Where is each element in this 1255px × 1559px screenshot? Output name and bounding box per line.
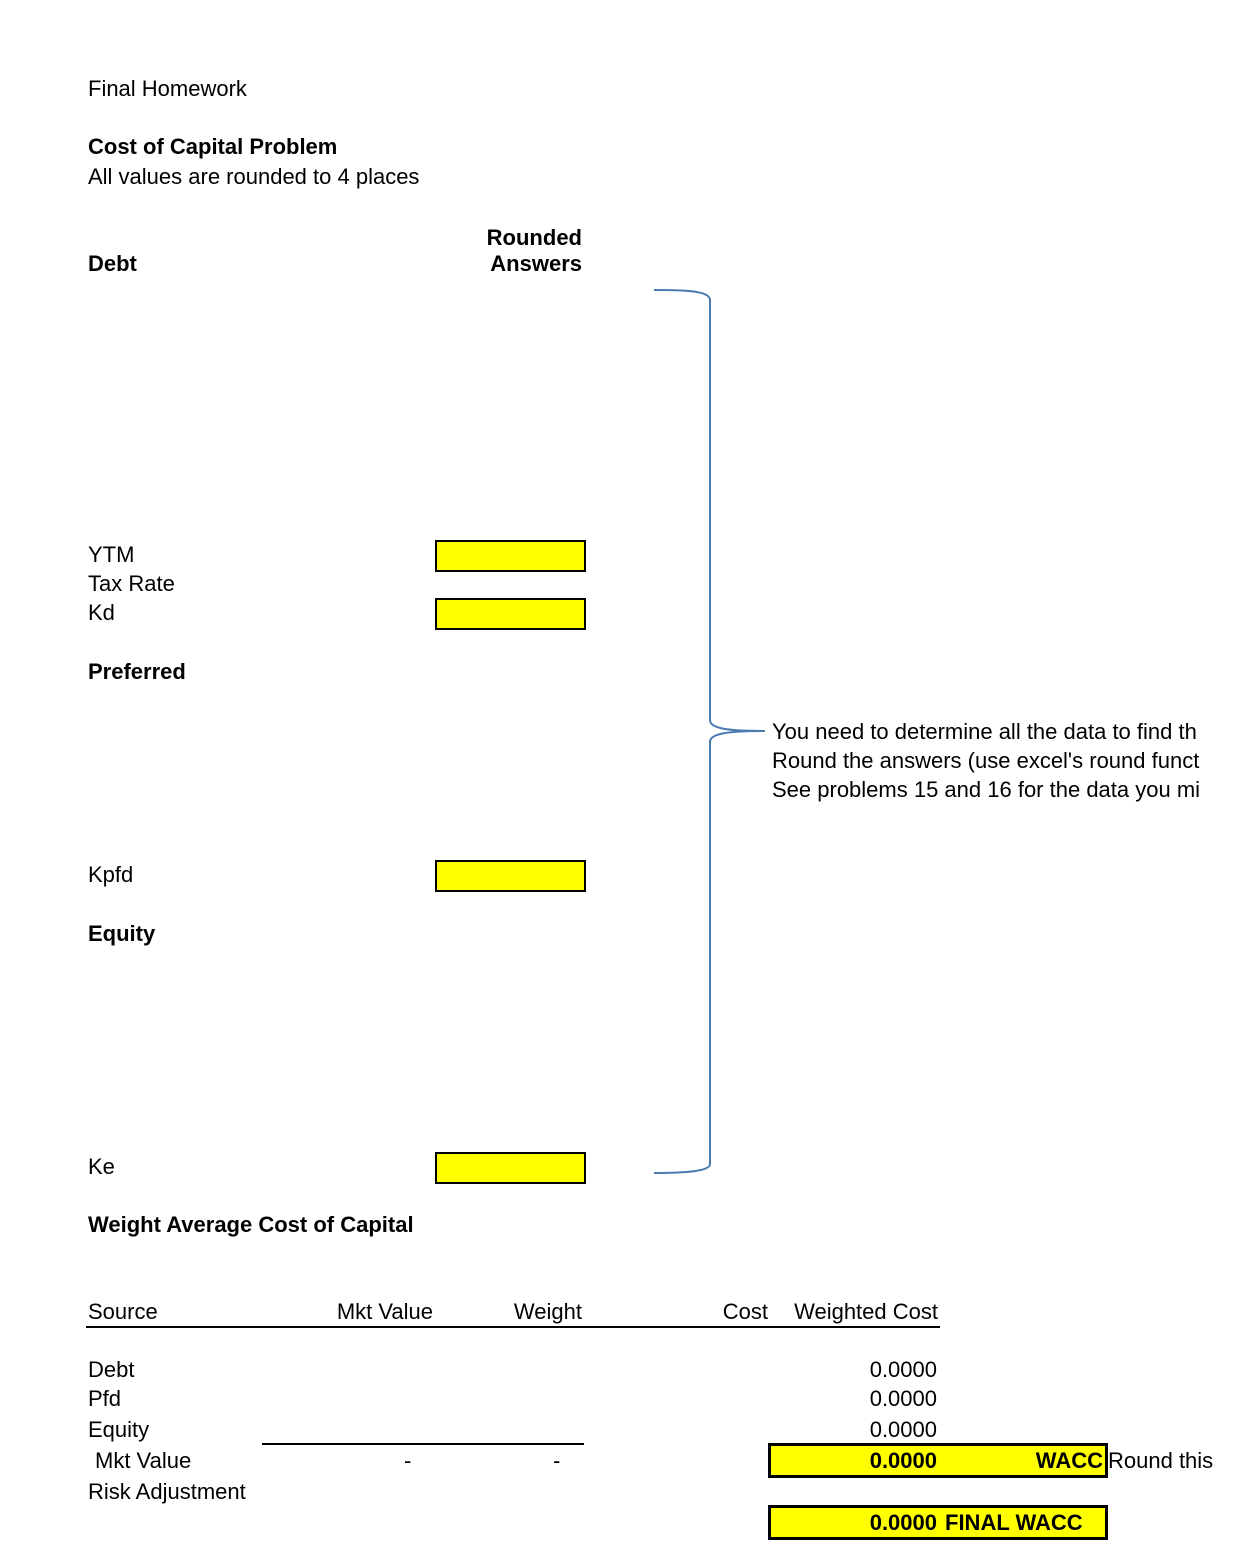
risk-adjustment-label: Risk Adjustment xyxy=(88,1479,246,1504)
column-header-weight: Weight xyxy=(513,1299,582,1324)
instruction-note-line2: Round the answers (use excel's round funct xyxy=(772,748,1200,773)
instruction-note-line1: You need to determine all the data to find th xyxy=(772,719,1197,744)
column-header-cost: Cost xyxy=(722,1299,768,1324)
wacc-label: WACC xyxy=(1035,1448,1103,1473)
problem-title: Cost of Capital Problem xyxy=(88,134,338,159)
curly-brace-icon xyxy=(640,280,780,1185)
debt-heading: Debt xyxy=(88,251,137,276)
rounding-note: All values are rounded to 4 places xyxy=(88,164,420,189)
kpfd-label: Kpfd xyxy=(88,862,134,887)
wacc-value: 0.0000 xyxy=(869,1448,937,1473)
kd-answer-cell[interactable] xyxy=(435,598,586,630)
row-pfd-weighted-cost: 0.0000 xyxy=(869,1386,937,1411)
final-wacc-value: 0.0000 xyxy=(869,1510,937,1535)
column-header-source: Source xyxy=(88,1299,158,1324)
row-equity-label: Equity xyxy=(88,1417,150,1442)
total-weight: - xyxy=(553,1448,561,1473)
row-pfd-label: Pfd xyxy=(88,1386,122,1411)
preferred-heading: Preferred xyxy=(88,659,186,684)
total-row-label: Mkt Value xyxy=(95,1448,192,1473)
kd-label: Kd xyxy=(88,600,115,625)
final-wacc-label: FINAL WACC xyxy=(945,1510,1083,1535)
ke-label: Ke xyxy=(88,1154,115,1179)
answers-header-line1: Rounded xyxy=(486,225,582,250)
ke-answer-cell[interactable] xyxy=(435,1152,586,1184)
instruction-note-line3: See problems 15 and 16 for the data you mi xyxy=(772,777,1201,802)
row-debt-label: Debt xyxy=(88,1357,135,1382)
ytm-label: YTM xyxy=(88,542,135,567)
row-equity-weighted-cost: 0.0000 xyxy=(869,1417,937,1442)
column-header-mkt-value: Mkt Value xyxy=(336,1299,433,1324)
final-wacc-cell[interactable] xyxy=(768,1505,1108,1540)
total-underline xyxy=(262,1443,584,1445)
kpfd-answer-cell[interactable] xyxy=(435,860,586,892)
ytm-answer-cell[interactable] xyxy=(435,540,586,572)
wacc-result-cell[interactable] xyxy=(768,1443,1108,1478)
answers-header-line2: Answers xyxy=(490,251,582,276)
row-debt-weighted-cost: 0.0000 xyxy=(869,1357,937,1382)
tax-rate-label: Tax Rate xyxy=(88,571,175,596)
column-header-weighted-cost: Weighted Cost xyxy=(794,1299,938,1324)
document-title: Final Homework xyxy=(88,76,247,101)
header-underline xyxy=(86,1326,940,1328)
wacc-heading: Weight Average Cost of Capital xyxy=(88,1212,414,1237)
equity-heading: Equity xyxy=(88,921,156,946)
round-this-note: Round this xyxy=(1108,1448,1214,1473)
total-mkt-value: - xyxy=(404,1448,412,1473)
